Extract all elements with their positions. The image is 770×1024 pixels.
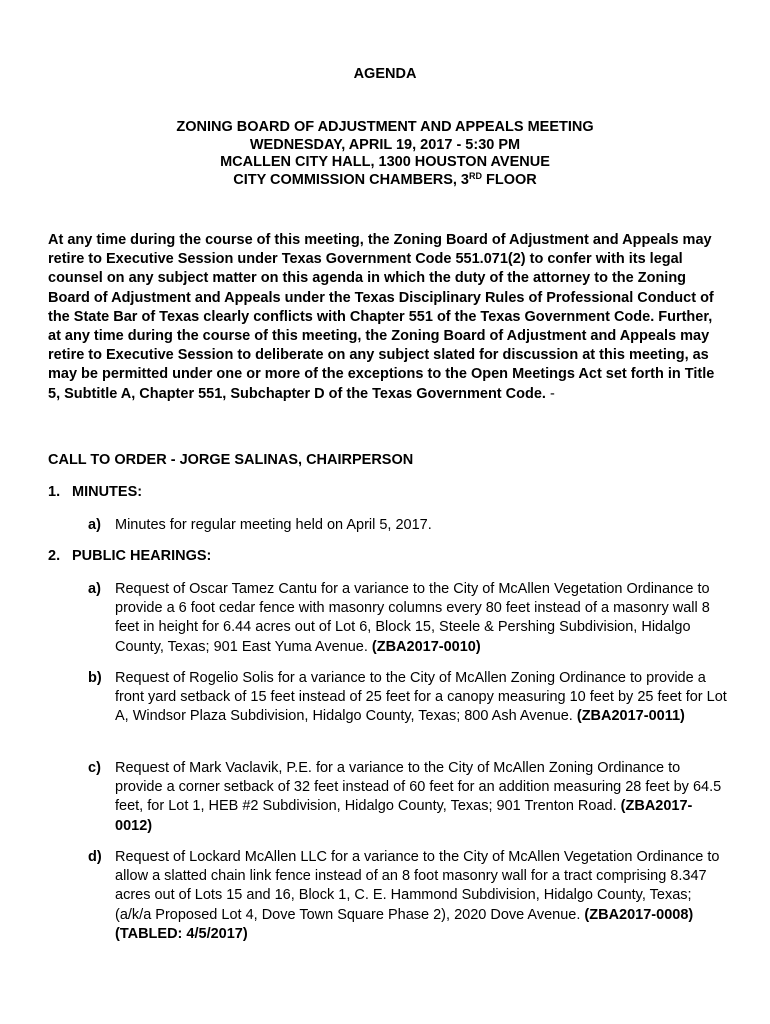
executive-session-paragraph bbox=[48, 231, 724, 404]
item-description: Request of Mark Vaclavik, P.E. for a variance to the City of McAllen Zoning Ordinance to provide a corner setback of 32 feet instead of 60 feet for an addition measuring 28 feet by 64.5 feet, for Lot 1, HEB #2 Subdivision, Hidalgo County, Texas; 901 Trenton Road. bbox=[115, 760, 722, 815]
chambers-prefix: CITY COMMISSION CHAMBERS, 3 bbox=[233, 171, 469, 188]
item-text bbox=[115, 580, 728, 657]
section-title: PUBLIC HEARINGS: bbox=[72, 548, 212, 564]
item-letter: a) bbox=[88, 517, 101, 533]
agenda-item-minutes-a bbox=[88, 516, 728, 535]
item-case-number: (ZBA2017-0010) bbox=[371, 638, 481, 655]
chambers-superscript: RD bbox=[469, 170, 482, 181]
executive-session-text: At any time during the course of this meeting, the Zoning Board of Adjustment and Appeals may retire to Executive Session under Texas Government Code 551.071(2) to confer with its legal counsel on any subject matter on this agenda in which the duty of the attorney to the Zoning Board of Adjustment and Appeals under the Texas Disciplinary Rules of Professional Conduct of the State Bar of Texas clearly conflicts with Chapter 551 of the Texas Government Code. Further, at any time during the course of this meeting, the Zoning Board of Adjustment and Appeals may retire to Executive Session to deliberate on any subject slated for discussion at this meeting, as may be permitted under one or more of the exceptions to the Open Meetings Act set forth in Title 5, Subtitle A, Chapter 551, Subchapter D of the Texas Government Code. bbox=[48, 232, 715, 402]
item-letter: d) bbox=[88, 849, 102, 865]
chambers-suffix: FLOOR bbox=[482, 171, 537, 188]
meeting-datetime: WEDNESDAY, APRIL 19, 2017 - 5:30 PM bbox=[249, 136, 521, 153]
item-text bbox=[115, 516, 728, 535]
item-text bbox=[115, 669, 728, 727]
item-case-number: (ZBA2017-0008) (TABLED: 4/5/2017) bbox=[115, 906, 694, 942]
page-title: AGENDA bbox=[353, 66, 417, 82]
item-description: Request of Lockard McAllen LLC for a variance to the City of McAllen Vegetation Ordinance to allow a slatted chain link fence instead of an 8 foot masonry wall for a tract comprising 8.347 acres out of Lots 15 and 16, Block 1, C. E. Hammond Subdivision, Hidalgo County, Texas; (a/k/a Proposed Lot 4, Dove Town Square Phase 2), 2020 Dove Avenue. bbox=[115, 849, 720, 923]
section-title: MINUTES: bbox=[72, 484, 143, 500]
meeting-name: ZONING BOARD OF ADJUSTMENT AND APPEALS MEETING bbox=[176, 119, 594, 135]
item-description: Request of Oscar Tamez Cantu for a variance to the City of McAllen Vegetation Ordinance to provide a 6 foot cedar fence with masonry columns every 80 feet instead of a masonry wall 8 feet in height for 6.44 acres out of Lot 6, Block 15, Steele & Pershing Subdivision, Hidalgo County, Texas; 901 East Yuma Avenue. bbox=[115, 581, 710, 655]
item-text bbox=[115, 759, 728, 836]
meeting-header bbox=[0, 119, 770, 189]
section-minutes-heading bbox=[48, 484, 142, 501]
item-description: Request of Rogelio Solis for a variance to the City of McAllen Zoning Ordinance to provide a front yard setback of 15 feet instead of 25 feet for a canopy measuring 10 feet by 25 feet for Lot A, Windsor Plaza Subdivision, Hidalgo County, Texas; 800 Ash Avenue. bbox=[115, 670, 727, 725]
agenda-item-hearing-c bbox=[88, 759, 728, 836]
item-letter: c) bbox=[88, 760, 101, 776]
agenda-item-hearing-a bbox=[88, 580, 728, 657]
meeting-location: MCALLEN CITY HALL, 1300 HOUSTON AVENUE bbox=[220, 154, 550, 170]
call-to-order: CALL TO ORDER - JORGE SALINAS, CHAIRPERSON bbox=[48, 452, 414, 468]
item-text bbox=[115, 848, 728, 944]
section-public-hearings-heading bbox=[48, 548, 211, 565]
item-letter: b) bbox=[88, 670, 102, 686]
item-letter: a) bbox=[88, 581, 101, 597]
executive-session-trailing: - bbox=[545, 385, 555, 402]
item-description: Minutes for regular meeting held on April 5, 2017. bbox=[115, 517, 432, 533]
section-number: 2. bbox=[48, 548, 61, 564]
agenda-item-hearing-d bbox=[88, 848, 728, 944]
meeting-chambers bbox=[0, 172, 770, 190]
agenda-item-hearing-b bbox=[88, 669, 728, 727]
item-case-number: (ZBA2017-0011) bbox=[576, 708, 685, 725]
item-case-number: (ZBA2017-0012) bbox=[115, 798, 693, 834]
section-number: 1. bbox=[48, 484, 61, 500]
